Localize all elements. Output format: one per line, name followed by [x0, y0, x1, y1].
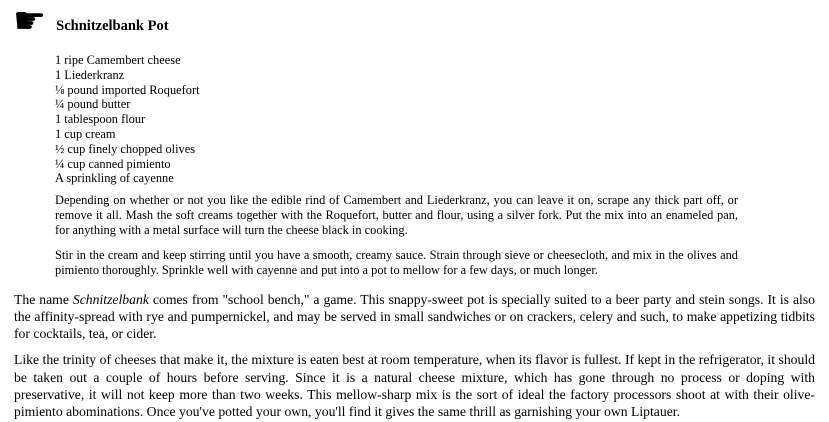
pointing-hand-icon: ☛ — [13, 0, 47, 42]
ingredient-line: ⅛ pound imported Roquefort — [55, 82, 200, 97]
ingredient-line: A sprinkling of cayenne — [55, 171, 174, 186]
recipe-header — [0, 0, 829, 41]
note-italic-term: Schnitzelbank — [72, 291, 149, 307]
ingredient-line: ¼ cup canned pimiento — [55, 156, 171, 171]
recipe-title: Schnitzelbank Pot — [56, 18, 169, 34]
note-paragraph: Like the trinity of cheeses that make it, the mixture is eaten best at room temperature, when its flavor is fullest. If kept in the refrigerator, it should be taken out a couple of hours before serving. Since it is a natural cheese mixture, which has gone through no process or doping with preservative, it will not keep more than two weeks. This mellow-sharp mix is the sort of ideal the factory processors shoot at with their olive-pimiento abominations. Once you've potted your own, you'll find it gives the same thrill as garnishing your own Liptauer. — [14, 352, 815, 419]
ingredient-line: 1 tablespoon flour — [55, 112, 146, 127]
note-text: The name — [14, 291, 73, 307]
ingredient-line: 1 cup cream — [55, 126, 116, 141]
note-text: comes from "school bench," a game. This snappy-sweet pot is specially suited to a beer party and stein songs. It is also the affinity-spread with rye and pumpernickel, and may be served in small sandwiches or on crackers, celery and such, to make appetizing tidbits for cocktails, tea, or cider. — [14, 291, 815, 342]
ingredient-line: ½ cup finely chopped olives — [55, 141, 196, 156]
instruction-paragraph: Stir in the cream and keep stirring until you have a smooth, creamy sauce. Strain through sieve or cheesecloth, and mix in the olives and pimiento thoroughly. Sprinkle well with cayenne and put into a pot to mellow for a few days, or much longer. — [55, 247, 738, 277]
ingredient-line: 1 Liederkranz — [55, 67, 125, 82]
instruction-paragraph: Depending on whether or not you like the edible rind of Camembert and Liederkranz, you can leave it on, scrape any thick part off, or remove it all. Mash the soft creams together with the Roquefort, butter and flour, using a silver fork. Put the mix into an enameled pan, for anything with a metal surface will turn the cheese black in cooking. — [55, 193, 738, 237]
note-paragraph — [14, 291, 815, 343]
ingredient-line: 1 ripe Camembert cheese — [55, 53, 181, 67]
ingredient-list — [55, 53, 829, 186]
ingredient-line: ¼ pound butter — [55, 97, 131, 112]
